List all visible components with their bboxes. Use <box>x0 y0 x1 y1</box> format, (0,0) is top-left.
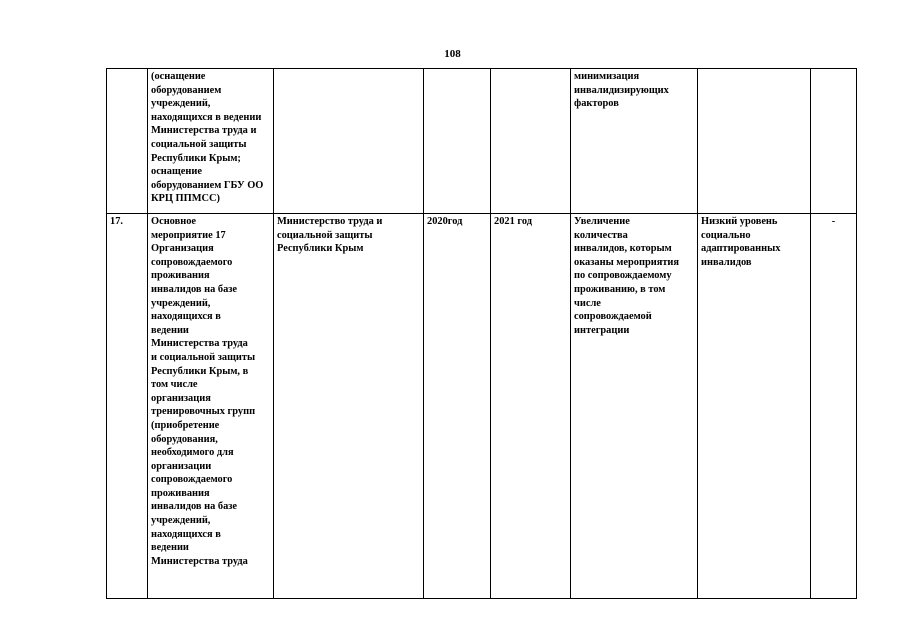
end-year-cell: 2021 год <box>491 214 571 599</box>
start-year-cell <box>424 69 491 214</box>
end-year-cell <box>491 69 571 214</box>
executor-cell: Министерство труда и социальной защиты Республики Крым <box>274 214 424 599</box>
table-row <box>107 69 857 214</box>
link-cell: - <box>811 214 857 599</box>
row-number-cell <box>107 69 148 214</box>
link-cell <box>811 69 857 214</box>
executor-cell <box>274 69 424 214</box>
consequence-cell: Низкий уровень социально адаптированных инвалидов <box>698 214 811 599</box>
consequence-cell <box>698 69 811 214</box>
row-number-cell: 17. <box>107 214 148 599</box>
table-row <box>107 214 857 599</box>
activity-cell: (оснащение оборудованием учреждений, находящихся в ведении Министерства труда и социальной защиты Республики Крым; оснащение оборудованием ГБУ ОО КРЦ ППМСС) <box>148 69 274 214</box>
expected-result-cell: Увеличение количества инвалидов, которым оказаны мероприятия по сопровождаемому проживанию, в том числе сопровождаемой интеграции <box>571 214 698 599</box>
page-number: 108 <box>444 48 461 60</box>
program-activities-table <box>106 68 857 599</box>
start-year-cell: 2020год <box>424 214 491 599</box>
expected-result-cell: минимизация инвалидизирующих факторов <box>571 69 698 214</box>
activity-cell: Основное мероприятие 17 Организация сопровождаемого проживания инвалидов на базе учреждений, находящихся в ведении Министерства труда и социальной защиты Республики Крым, в том числе организация тренировочных групп (приобретение оборудования, необходимого для организации сопровождаемого проживания инвалидов на базе учреждений, находящихся в ведении Министерства труда <box>148 214 274 599</box>
